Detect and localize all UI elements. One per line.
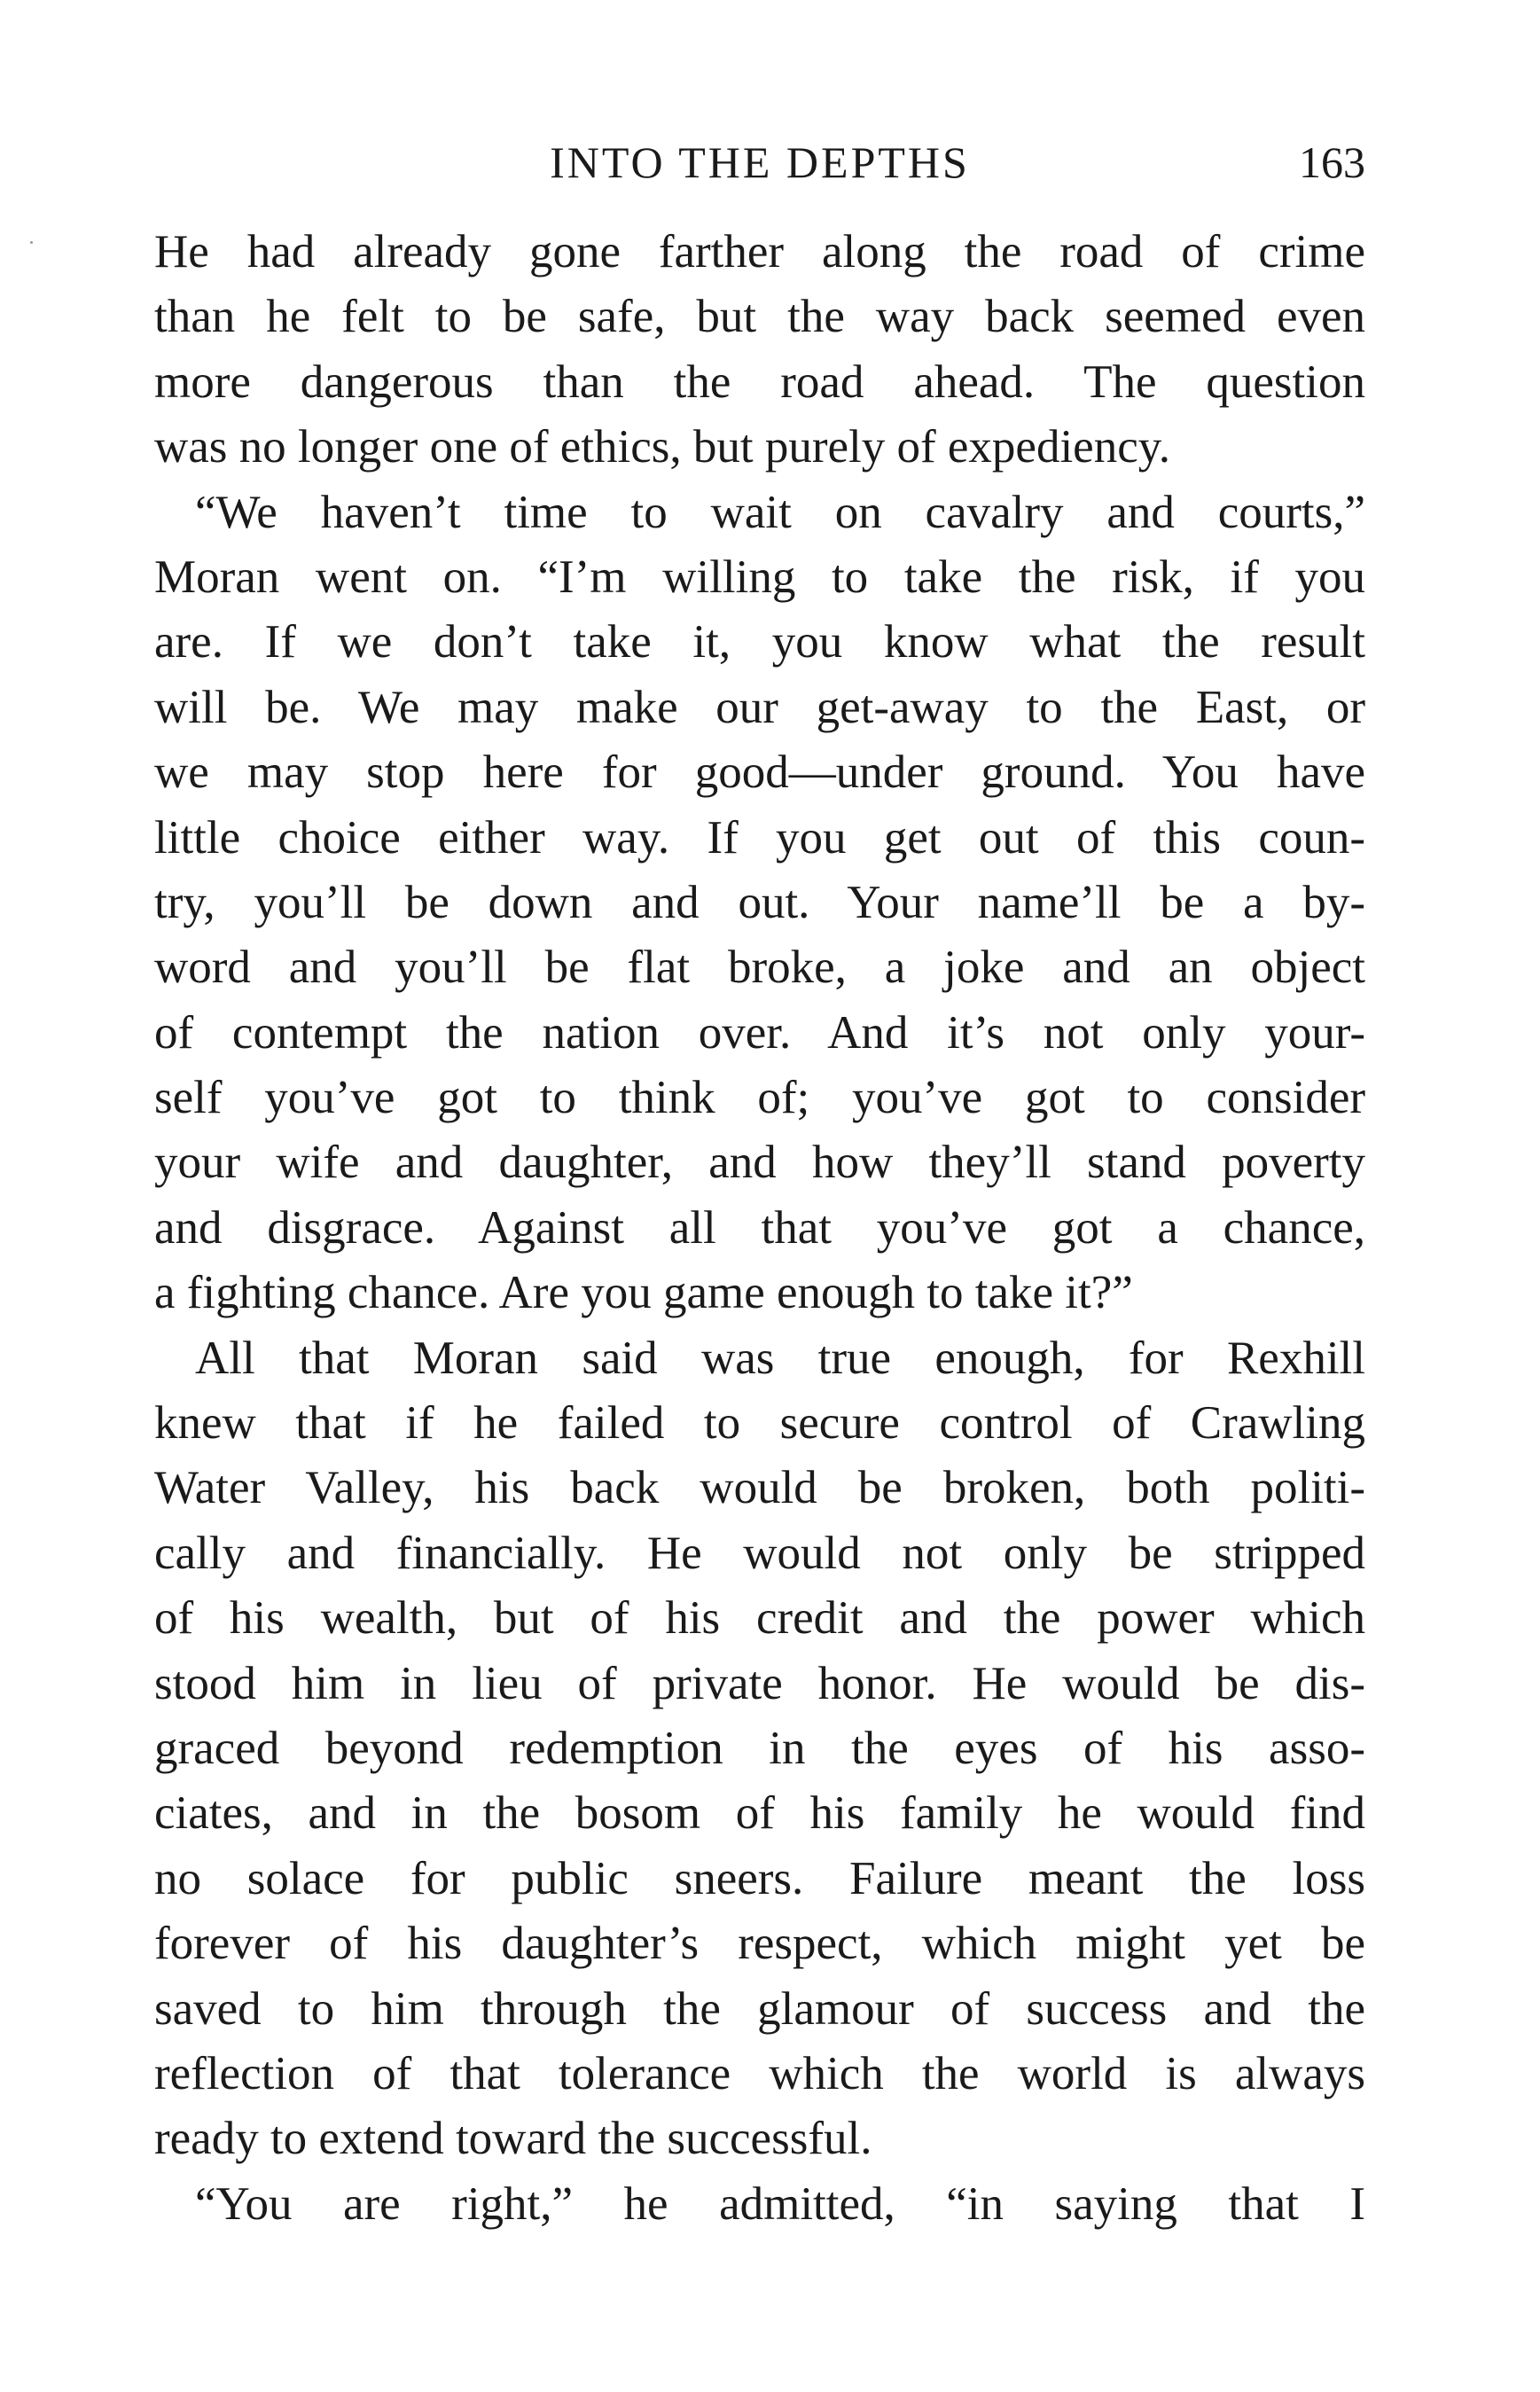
text-line: of his wealth, but of his credit and the power which	[154, 1592, 1365, 1645]
text-line: reflection of that tolerance which the world is always	[154, 2047, 1365, 2099]
text-line: are. If we don’t take it, you know what the result	[154, 616, 1365, 668]
text-line: graced beyond redemption in the eyes of his asso-	[154, 1722, 1365, 1774]
text-line: will be. We may make our get-away to the East, or	[154, 681, 1365, 733]
text-line: Water Valley, his back would be broken, both politi-	[154, 1462, 1365, 1514]
text-line: was no longer one of ethics, but purely of expediency.	[154, 421, 1171, 473]
paragraph-first-line: All that Moran said was true enough, for Rexhill	[195, 1332, 1365, 1384]
text-line: stood him in lieu of private honor. He would be dis-	[154, 1657, 1365, 1709]
text-line: than he felt to be safe, but the way back seemed even	[154, 291, 1365, 343]
paragraph-first-line: “We haven’t time to wait on cavalry and courts,”	[195, 486, 1365, 538]
stray-ink-mark	[30, 241, 33, 244]
running-head	[154, 131, 1365, 193]
text-line: more dangerous than the road ahead. The question	[154, 356, 1365, 408]
running-title: INTO THE DEPTHS	[550, 137, 970, 187]
text-line: cally and financially. He would not only be stripped	[154, 1527, 1365, 1579]
text-line: no solace for public sneers. Failure meant the loss	[154, 1852, 1365, 1904]
text-line: word and you’ll be flat broke, a joke and an object	[154, 942, 1365, 994]
text-line: try, you’ll be down and out. Your name’ll be a by-	[154, 876, 1365, 928]
page-number: 163	[1299, 137, 1365, 187]
text-line: and disgrace. Against all that you’ve got a chance,	[154, 1201, 1365, 1254]
text-line: knew that if he failed to secure control of Crawling	[154, 1397, 1365, 1450]
text-line: He had already gone farther along the road of crime	[154, 226, 1365, 278]
text-line: little choice either way. If you get out of this coun-	[154, 811, 1365, 864]
text-line: forever of his daughter’s respect, which might yet be	[154, 1918, 1365, 1970]
text-line: your wife and daughter, and how they’ll stand poverty	[154, 1137, 1365, 1189]
text-line: saved to him through the glamour of success and the	[154, 1982, 1365, 2035]
text-line: ready to extend toward the successful.	[154, 2113, 872, 2165]
text-line: self you’ve got to think of; you’ve got to consider	[154, 1072, 1365, 1124]
text-line: Moran went on. “I’m willing to take the risk, if you	[154, 551, 1365, 603]
body-text	[154, 220, 1365, 2237]
text-line: we may stop here for good—under ground. You have	[154, 747, 1365, 799]
text-line: a fighting chance. Are you game enough to take it?”	[154, 1267, 1133, 1319]
text-line: ciates, and in the bosom of his family he would find	[154, 1787, 1365, 1840]
paragraph-first-line: “You are right,” he admitted, “in saying that I	[195, 2177, 1365, 2230]
text-line: of contempt the nation over. And it’s not only your-	[154, 1006, 1365, 1059]
